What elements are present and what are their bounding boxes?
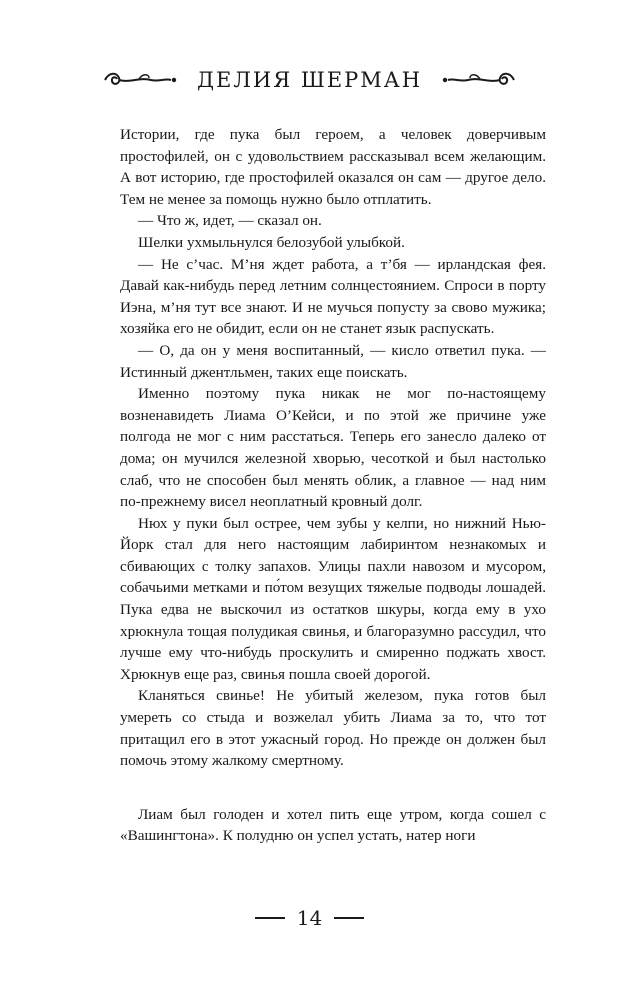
- paragraph: Нюх у пуки был острее, чем зубы у келпи, но нижний Нью-Йорк стал для него настоящим лабиринтом незнакомых и сбивающих с толку запахов. Улицы пахли навозом и мусором, собачьими метками и по́том везущих тяжелые подводы лошадей. Пука едва не выскочил из остатков шкуры, когда ему в ухо хрюкнула тощая полудикая свинья, и благоразумно рассудил, что лучше ему что-нибудь проскулить и смиренно поджать хвост. Хрюкнув еще раз, свинья пошла своей дорогой.: [120, 514, 546, 683]
- paragraph: — Не с’час. М’ня ждет работа, а т’бя — ирландская фея. Давай как-нибудь перед летним солнцестоянием. Спроси в порту Иэна, м’ня тут все знают. И не мучься попусту за свово мужика; хозяйка его не обидит, если он не станет язык распускать.: [120, 255, 546, 338]
- running-title: ДЕЛИЯ ШЕРМАН: [196, 68, 423, 92]
- paragraph: — Что ж, идет, — сказал он.: [138, 212, 322, 230]
- swirl-ornament-icon: [99, 69, 179, 91]
- body-text: [120, 124, 546, 847]
- page-number: 14: [296, 906, 323, 930]
- running-header: [0, 60, 619, 100]
- paragraph: Истории, где пука был героем, а человек доверчивым простофилей, он с удовольствием рассказывал всем желающим. А вот историю, где простофилей оказался он сам — другое дело. Тем не менее за помощь нужно было отплатить.: [120, 126, 546, 208]
- footer-dash-right: [334, 917, 364, 919]
- paragraph: Кланяться свинье! Не убитый железом, пука готов был умереть со стыда и возжелал убить Лиама за то, что тот притащил его в этот ужасный город. Но прежде он должен был помочь этому жалкому смертному.: [120, 687, 546, 770]
- paragraph: — О, да он у меня воспитанный, — кисло ответил пука. — Истинный джентльмен, таких еще поискать.: [120, 341, 546, 381]
- paragraph: Именно поэтому пука никак не мог по-настоящему возненавидеть Лиама О’Кейси, и по этой же причине уже полгода не мог с ним расстаться. Теперь его занесло далеко от дома; он мучился железной хворью, чесоткой и был настолько слаб, что не способен был менять облик, а главное — над ним по-прежнему висел неоплатный кровный долг.: [120, 385, 546, 511]
- paragraph: Шелки ухмыльнулся белозубой улыбкой.: [138, 233, 405, 251]
- footer-dash-left: [255, 917, 285, 919]
- paragraph: Лиам был голоден и хотел пить еще утром, когда сошел с «Вашингтона». К полудню он успел устать, натер ноги: [120, 805, 546, 845]
- page-footer: [0, 900, 619, 936]
- swirl-ornament-icon: [440, 69, 520, 91]
